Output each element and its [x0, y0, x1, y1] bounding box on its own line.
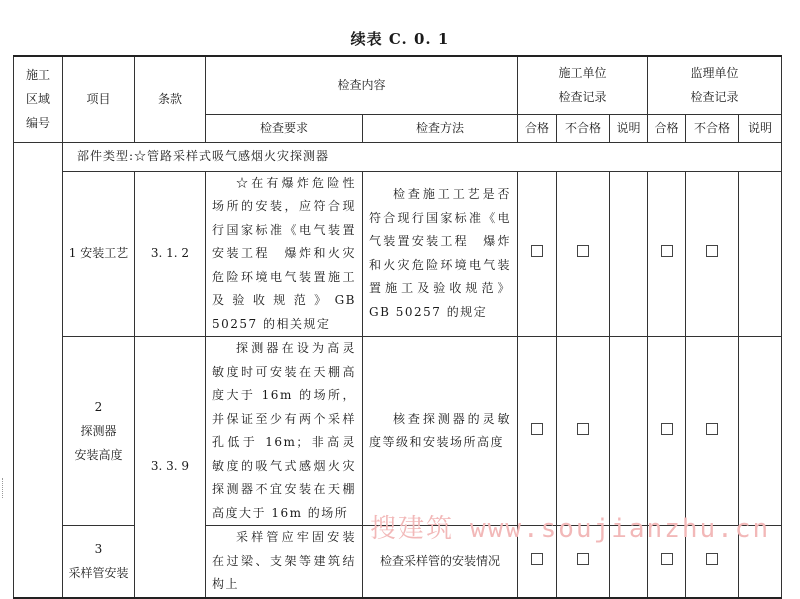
item-number: 3 [94, 542, 103, 557]
header-supervisor-note: 说明 [739, 114, 782, 142]
supervisor-pass-checkbox[interactable] [648, 171, 686, 337]
method-cell: 检查采样管的安装情况 [363, 526, 518, 598]
watermark [370, 508, 770, 545]
watermark-url: www.soujianzhu.cn [470, 514, 771, 544]
header-row-1 [14, 56, 782, 114]
header-item: 项目 [63, 56, 135, 142]
header-supervisor-line1: 监理单位 [690, 66, 739, 81]
method-cell: 核查探测器的灵敏度等级和安装场所高度 [363, 337, 518, 526]
header-zone-no-line1: 施工 [25, 68, 50, 83]
header-zone-no-line3: 编号 [25, 116, 50, 131]
contractor-pass-checkbox[interactable] [518, 337, 557, 526]
header-contractor-record [518, 56, 648, 114]
checkbox-icon[interactable] [577, 423, 589, 435]
zone-no-cell [14, 142, 63, 598]
header-supervisor-fail: 不合格 [686, 114, 739, 142]
header-contractor-line2: 检查记录 [558, 90, 607, 105]
item-line: 探测器 [80, 424, 117, 438]
item-number: 2 [94, 400, 103, 414]
supervisor-note-cell[interactable] [739, 171, 782, 337]
header-method: 检查方法 [363, 114, 518, 142]
item-line: 采样管安装 [68, 566, 129, 581]
header-supervisor-record [648, 56, 782, 114]
header-requirement: 检查要求 [206, 114, 363, 142]
item-cell: 1 安装工艺 [63, 171, 135, 337]
page-edge-mark [2, 478, 7, 498]
checkbox-icon[interactable] [661, 423, 673, 435]
clause-cell: 3. 1. 2 [135, 171, 206, 337]
contractor-fail-checkbox[interactable] [557, 337, 610, 526]
table-title: 续表 C. 0. 1 [350, 30, 450, 48]
checkbox-icon[interactable] [531, 423, 543, 435]
checkbox-icon[interactable] [577, 245, 589, 257]
contractor-pass-checkbox[interactable] [518, 171, 557, 337]
supervisor-pass-checkbox[interactable] [648, 337, 686, 526]
contractor-note-cell[interactable] [610, 337, 648, 526]
header-contractor-line1: 施工单位 [558, 66, 607, 81]
checkbox-icon[interactable] [531, 245, 543, 257]
requirement-cell: ☆在有爆炸危险性场所的安装，应符合现行国家标准《电气装置安装工程 爆炸和火灾危险环境电气装置施工及验收规范》GB 50257 的相关规定 [206, 171, 363, 337]
header-supervisor-line2: 检查记录 [690, 90, 739, 105]
checkbox-icon[interactable] [706, 423, 718, 435]
header-contractor-fail: 不合格 [557, 114, 610, 142]
method-cell: 检查施工工艺是否符合现行国家标准《电气装置安装工程 爆炸和火灾危险环境电气装置施工及验收规范》GB 50257 的规定 [363, 171, 518, 337]
contractor-note-cell[interactable] [610, 171, 648, 337]
supervisor-note-cell[interactable] [739, 337, 782, 526]
clause-cell: 3. 3. 9 [135, 337, 206, 598]
header-supervisor-pass: 合格 [648, 114, 686, 142]
part-type-row [14, 142, 782, 171]
requirement-cell: 采样管应牢固安装在过梁、支架等建筑结构上 [206, 526, 363, 598]
header-contractor-pass: 合格 [518, 114, 557, 142]
supervisor-fail-checkbox[interactable] [686, 171, 739, 337]
part-type-label: 部件类型:☆管路采样式吸气感烟火灾探测器 [63, 142, 782, 171]
item-cell [63, 526, 135, 598]
header-zone-no-line2: 区域 [25, 92, 50, 107]
table-row [14, 337, 782, 526]
table-row [14, 171, 782, 337]
header-zone-no [14, 56, 63, 142]
header-clause: 条款 [135, 56, 206, 142]
watermark-cn: 搜建筑 [370, 514, 455, 544]
header-contractor-note: 说明 [610, 114, 648, 142]
checkbox-icon[interactable] [661, 245, 673, 257]
contractor-fail-checkbox[interactable] [557, 171, 610, 337]
item-line: 安装高度 [74, 448, 123, 462]
supervisor-fail-checkbox[interactable] [686, 337, 739, 526]
item-cell [63, 337, 135, 526]
checkbox-icon[interactable] [706, 245, 718, 257]
requirement-cell: 探测器在设为高灵敏度时可安装在天棚高度大于 16m 的场所，并保证至少有两个采样孔低于 16m；非高灵敏度的吸气式感烟火灾探测器不宜安装在天棚高度大于 16m 的场所 [206, 337, 363, 526]
header-inspection-content: 检查内容 [206, 56, 518, 114]
